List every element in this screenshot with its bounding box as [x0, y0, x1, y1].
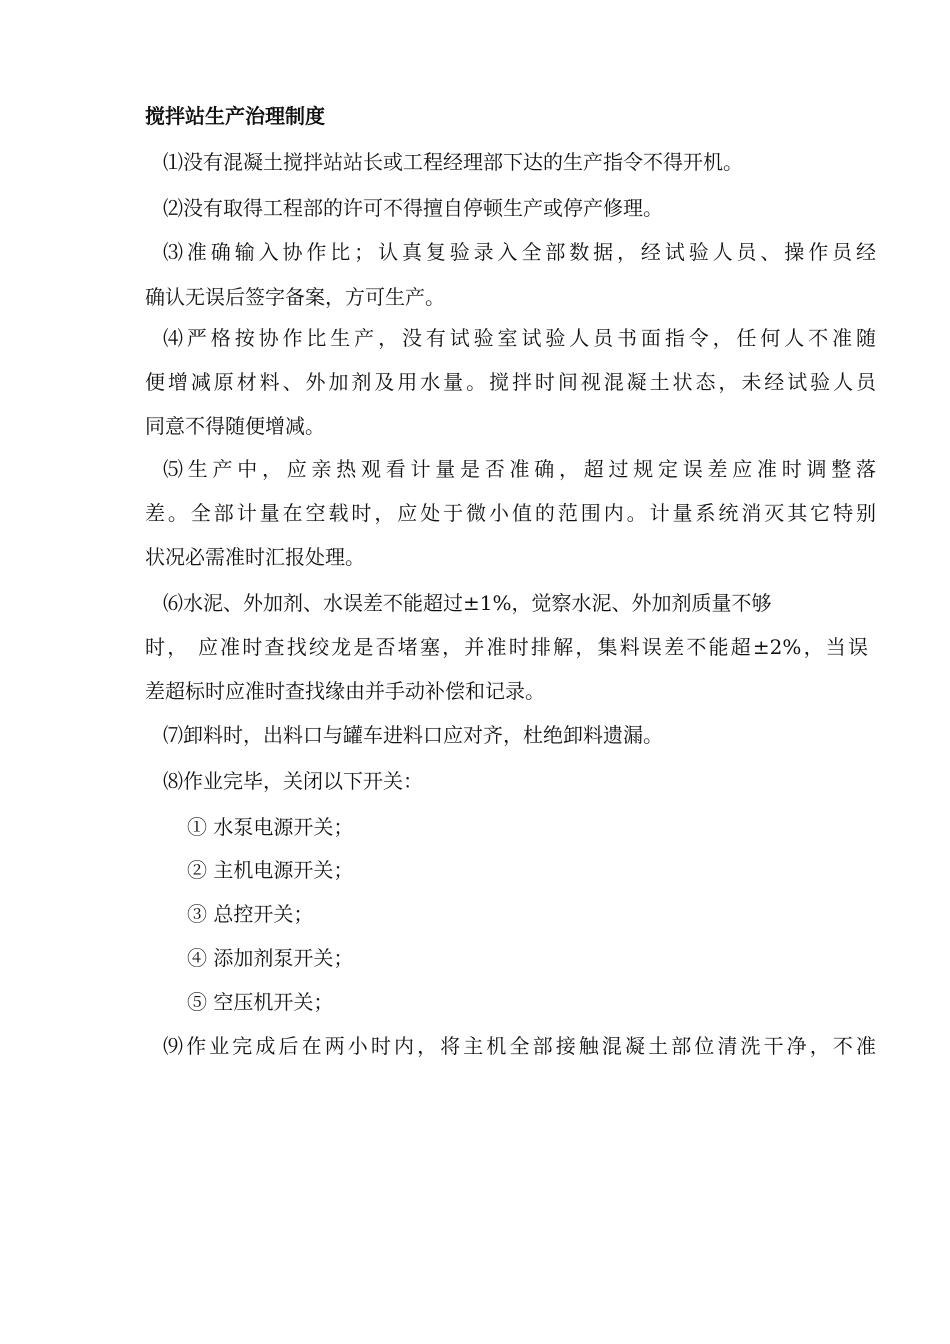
paragraph-line: 差。全部计量在空载时，应处于微小值的范围内。计量系统消灭其它特别: [145, 501, 876, 525]
list-item: ② 主机电源开关；: [187, 858, 354, 882]
list-item: ⑤ 空压机开关；: [187, 990, 334, 1014]
list-item: ③ 总控开关；: [187, 902, 314, 926]
paragraph-line: ⑼作业完成后在两小时内，将主机全部接触混凝土部位清洗干净，不准: [163, 1034, 876, 1058]
paragraph-line: 差超标时应准时查找缘由并手动补偿和记录。: [145, 679, 545, 703]
paragraph-line: ⑸生产中，应亲热观看计量是否准确，超过规定误差应准时调整落: [163, 457, 876, 481]
paragraph-line: ⑷严格按协作比生产，没有试验室试验人员书面指令，任何人不准随: [163, 326, 876, 350]
paragraph-line: ⑶准确输入协作比；认真复验录入全部数据，经试验人员、操作员经: [163, 240, 876, 264]
paragraph-line: ⑵没有取得工程部的许可不得擅自停顿生产或停产修理。: [163, 196, 663, 220]
paragraph-line: ⑻作业完毕，关闭以下开关：: [163, 769, 423, 793]
paragraph-line: 同意不得随便增减。: [145, 414, 325, 438]
paragraph-line: 便增减原材料、外加剂及用水量。搅拌时间视混凝土状态，未经试验人员: [145, 370, 876, 394]
paragraph-line: ⑴没有混凝土搅拌站站长或工程经理部下达的生产指令不得开机。: [163, 150, 743, 174]
paragraph-line: 确认无误后签字备案，方可生产。: [145, 285, 445, 309]
list-item: ④ 添加剂泵开关；: [187, 946, 354, 970]
paragraph-line: ⑺卸料时，出料口与罐车进料口应对齐，杜绝卸料遗漏。: [163, 723, 663, 747]
document-title: 搅拌站生产治理制度: [145, 104, 325, 128]
list-item: ① 水泵电源开关；: [187, 815, 354, 839]
paragraph-line: 状况必需准时汇报处理。: [145, 545, 365, 569]
paragraph-line: 时， 应准时查找绞龙是否堵塞，并准时排解，集料误差不能超±2%，当误: [145, 635, 868, 659]
paragraph-line: ⑹水泥、外加剂、水误差不能超过±1%，觉察水泥、外加剂质量不够: [163, 591, 772, 615]
